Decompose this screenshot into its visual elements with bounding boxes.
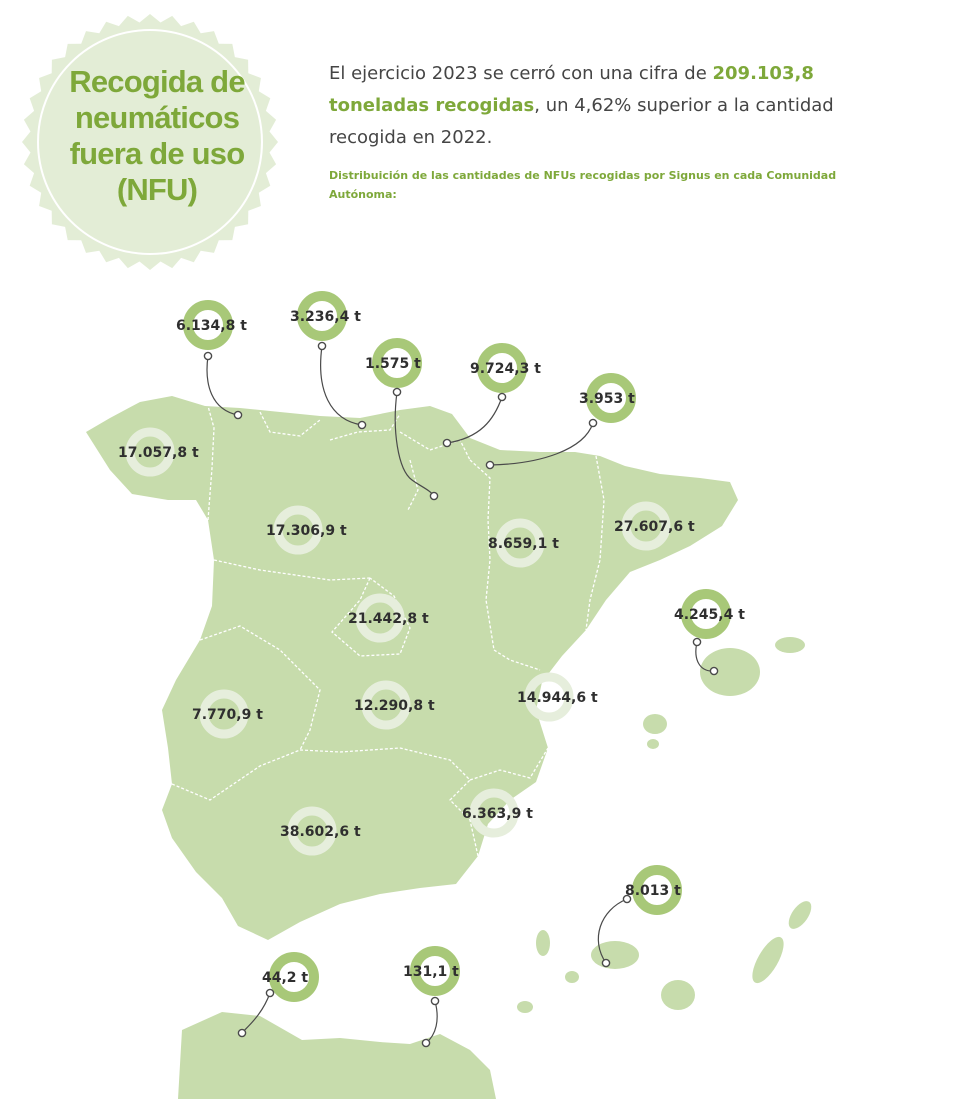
region-value-madrid: 21.442,8 t [348,611,429,627]
region-marker-melilla [403,951,459,1047]
connector-dot-la-rioja-1 [430,492,437,499]
region-value-valencia: 14.944,6 t [517,690,598,706]
region-value-galicia: 17.057,8 t [118,445,199,461]
map-caption: Distribuición de las cantidades de NFUs recogidas por Signus en cada Comunidad Autónoma: [329,169,837,201]
region-value-la-rioja: 1.575 t [365,356,421,372]
connector-asturias [207,356,238,415]
island-la-palma [536,930,550,956]
title-line-3: fuera de uso [69,136,245,171]
island-fuerteventura [746,932,789,987]
region-value-castilla-y-leon: 17.306,9 t [266,523,347,539]
region-value-cantabria: 3.236,4 t [290,309,361,325]
island-la-gomera [565,971,579,983]
connector-dot-baleares-1 [710,667,717,674]
region-value-pais-vasco: 9.724,3 t [470,361,541,377]
connector-dot-pais-vasco-0 [498,393,505,400]
connector-dot-canarias-1 [602,959,609,966]
region-value-murcia: 6.363,9 t [462,806,533,822]
title-line-1: Recogida de [69,64,245,99]
region-value-ceuta: 44,2 t [262,970,309,986]
connector-dot-pais-vasco-1 [443,439,450,446]
island-el-hierro [517,1001,533,1013]
connector-dot-cantabria-1 [358,421,365,428]
region-marker-cantabria [290,296,366,429]
island-gran-canaria [661,980,695,1010]
connector-dot-asturias-0 [204,352,211,359]
intro-text-before: El ejercicio 2023 se cerró con una cifra de [329,63,713,84]
connector-dot-asturias-1 [234,411,241,418]
island-menorca [775,637,805,653]
intro-highlight-total: 209.103,8 toneladas recogidas [329,63,814,116]
island-lanzarote [784,897,815,932]
region-value-melilla: 131,1 t [403,964,459,980]
title-line-2: neumáticos [74,100,240,135]
map-land [86,396,816,1099]
peninsula-shape [86,396,738,940]
connector-dot-la-rioja-0 [393,388,400,395]
connector-dot-ceuta-1 [238,1029,245,1036]
region-marker-valencia [517,677,598,717]
north-africa-coast [178,1012,496,1099]
region-value-baleares: 4.245,4 t [674,607,745,623]
island-ibiza [643,714,667,734]
intro-text-after: , un 4,62% superior a la cantidad recogida en 2022. [329,95,834,148]
island-mallorca [700,648,760,696]
connector-dot-cantabria-0 [318,342,325,349]
connector-dot-navarra-0 [589,419,596,426]
region-value-cataluna: 27.607,6 t [614,519,695,535]
connector-dot-baleares-0 [693,638,700,645]
title-line-4: (NFU) [116,172,198,207]
connector-dot-ceuta-0 [266,989,273,996]
region-value-castilla-la-mancha: 12.290,8 t [354,698,435,714]
region-value-navarra: 3.953 t [579,391,635,407]
region-value-asturias: 6.134,8 t [176,318,247,334]
island-formentera [647,739,659,749]
region-value-aragon: 8.659,1 t [488,536,559,552]
connector-dot-melilla-0 [431,997,438,1004]
region-value-andalucia: 38.602,6 t [280,824,361,840]
connector-dot-navarra-1 [486,461,493,468]
region-value-canarias: 8.013 t [625,883,681,899]
connector-cantabria [321,346,362,425]
region-value-extremadura: 7.770,9 t [192,707,263,723]
connector-dot-melilla-1 [422,1039,429,1046]
